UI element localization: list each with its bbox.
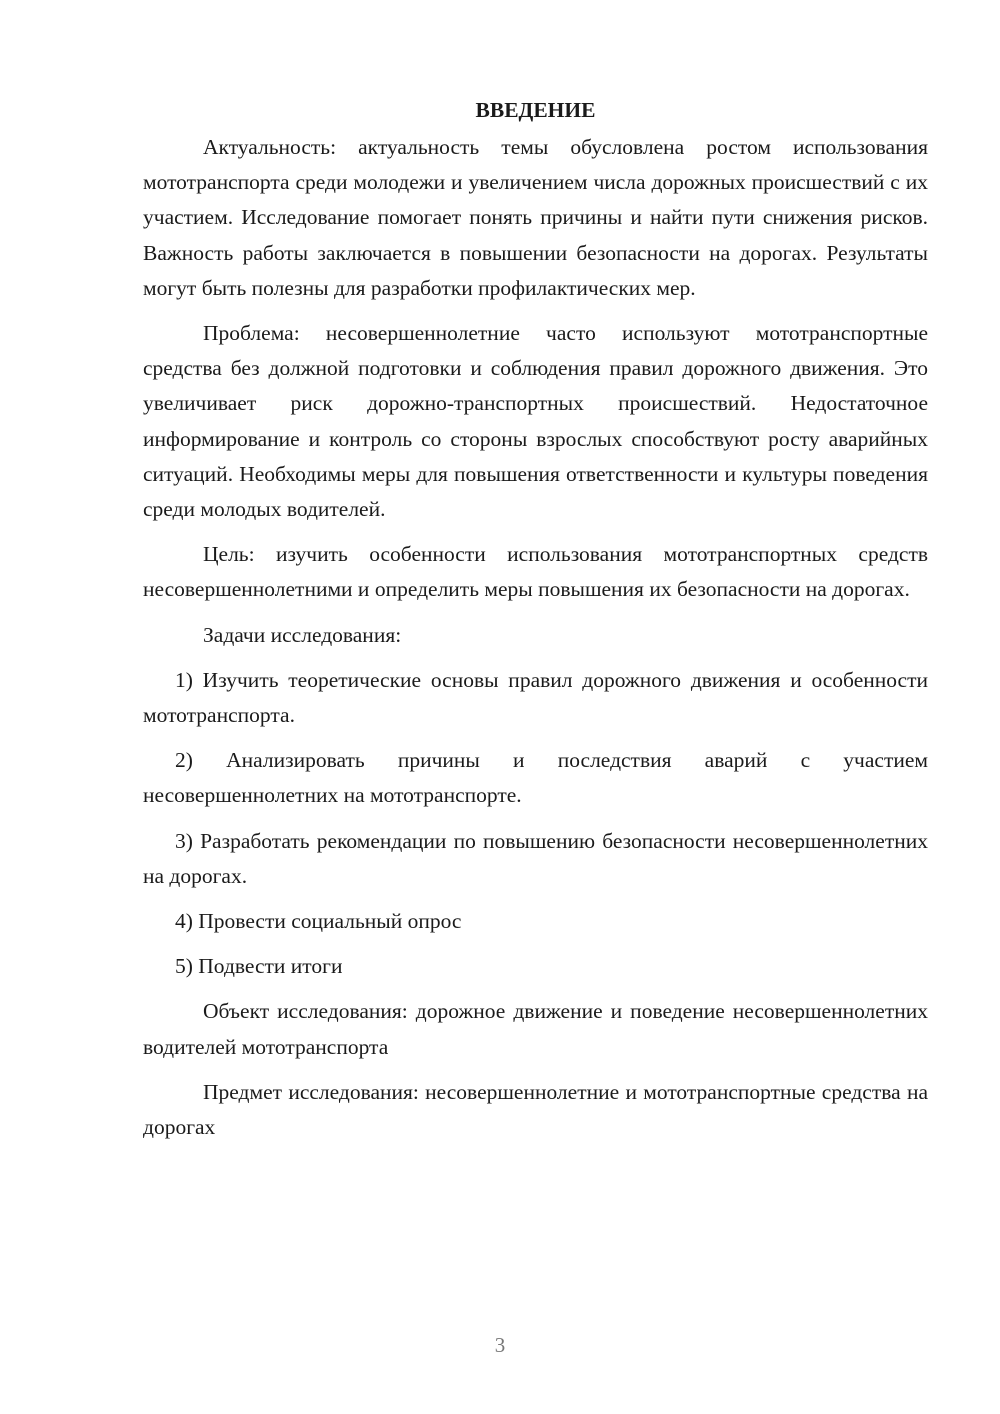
problem-paragraph: Проблема: несовершеннолетние часто используют мототранспортные средства без должной подготовки и соблюдения правил дорожного движения. Это увеличивает риск дорожно-транспортных происшествий. Недостаточное информирование и контроль со стороны взрослых способствуют росту аварийных ситуаций. Необходимы меры для повышения ответственности и культуры поведения среди молодых водителей.: [143, 321, 928, 522]
goal-paragraph: Цель: изучить особенности использования мототранспортных средств несовершеннолетними и определить меры повышения их безопасности на дорогах.: [143, 542, 928, 602]
relevance-paragraph: Актуальность: актуальность темы обусловлена ростом использования мототранспорта среди молодежи и увеличением числа дорожных происшествий с их участием. Исследование помогает понять причины и найти пути снижения рисков. Важность работы заключается в повышении безопасности на дорогах. Результаты могут быть полезны для разработки профилактических мер.: [143, 135, 928, 300]
task-item: 1) Изучить теоретические основы правил дорожного движения и особенности мототранспорта.: [143, 667, 928, 728]
tasks-heading: Задачи исследования:: [203, 622, 402, 647]
section-heading: ВВЕДЕНИЕ: [475, 98, 596, 122]
page-number: 3: [494, 1333, 506, 1357]
task-item: 5) Подвести итоги: [175, 954, 343, 979]
subject-paragraph: Предмет исследования: несовершеннолетние и мототранспортные средства на дорогах: [143, 1079, 928, 1140]
task-item: 2) Анализировать причины и последствия аварий с участием несовершеннолетних на мототранспорте.: [143, 748, 928, 808]
task-item: 3) Разработать рекомендации по повышению безопасности несовершеннолетних на дорогах.: [143, 828, 928, 888]
document-page: [143, 95, 928, 1145]
object-paragraph: Объект исследования: дорожное движение и поведение несовершеннолетних водителей мототранспорта: [143, 999, 928, 1059]
task-item: 4) Провести социальный опрос: [175, 909, 462, 934]
